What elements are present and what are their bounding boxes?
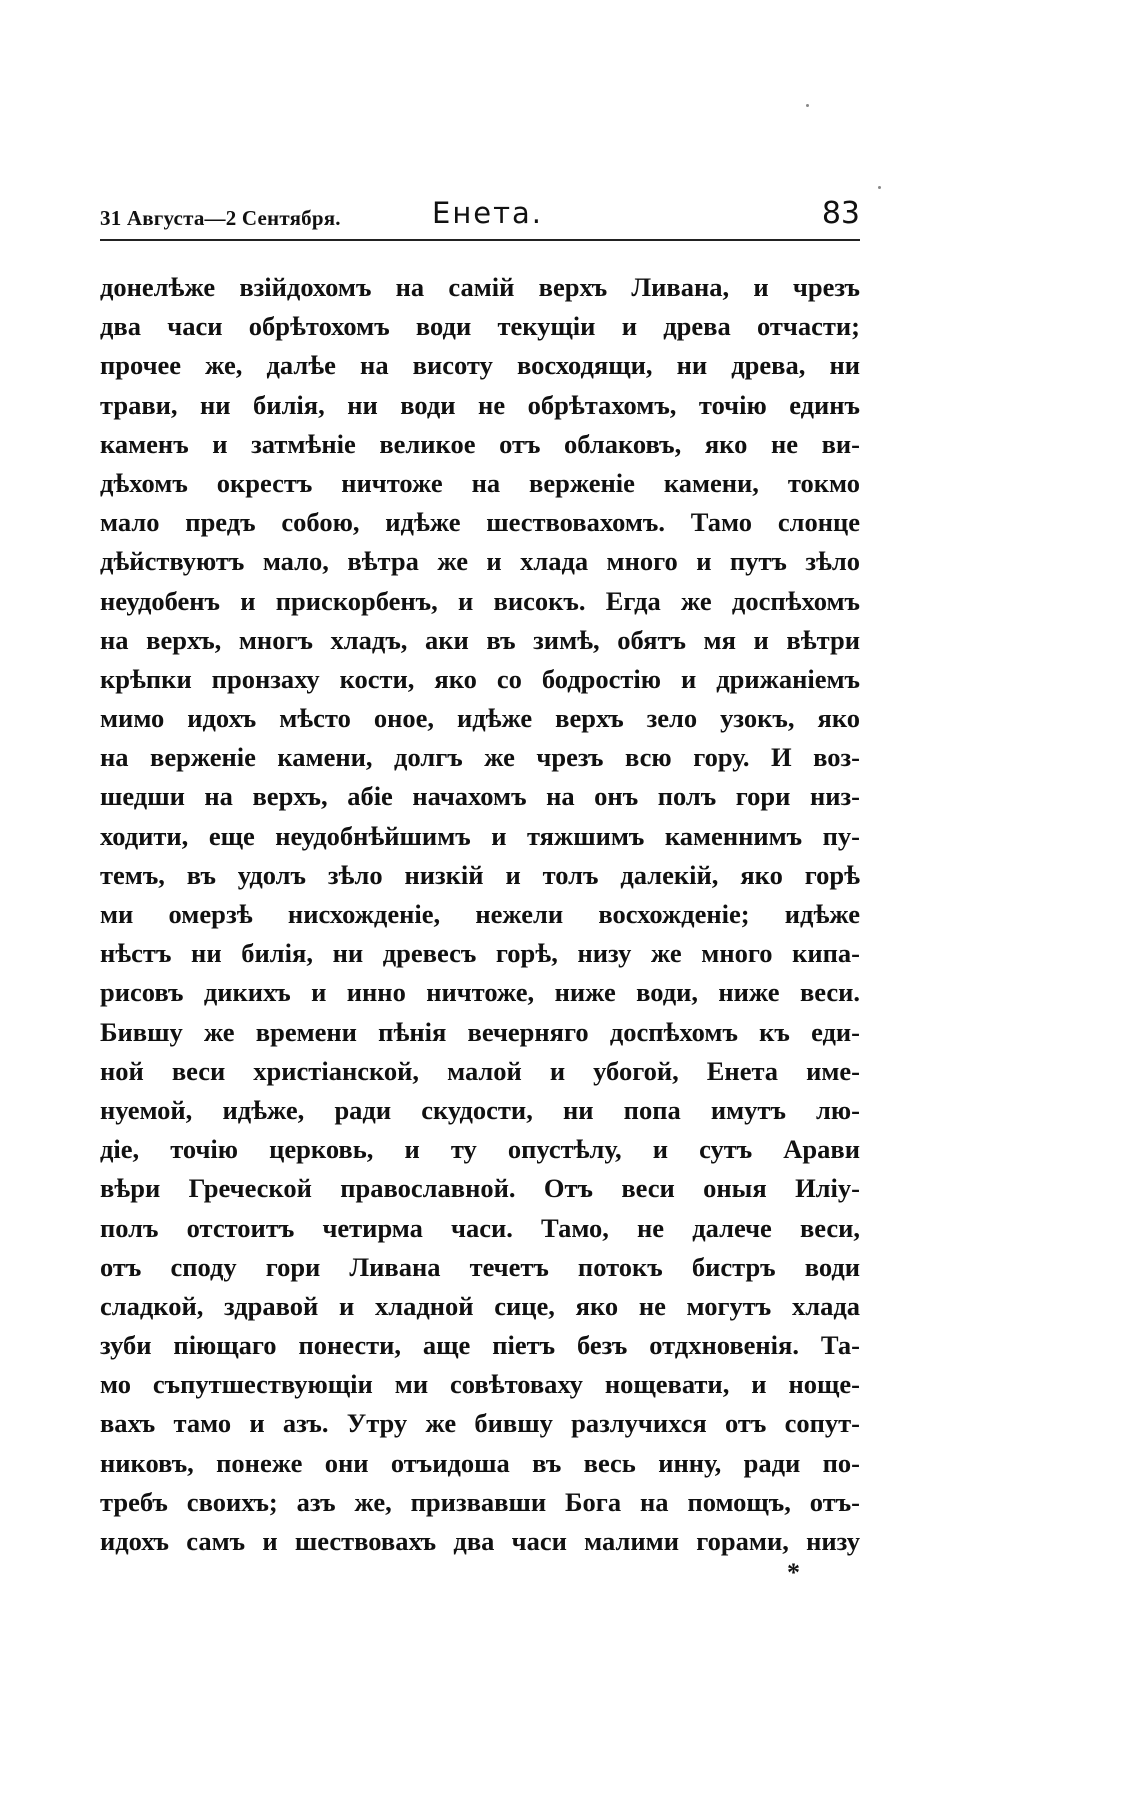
scan-speck	[806, 104, 809, 107]
text-line: мало предъ собою, идѣже шествовахомъ. Тамо слонце	[100, 507, 860, 538]
text-line: ми омерзѣ нисхожденіе, нежели восхожденіе; идѣже	[100, 899, 860, 929]
text-line: прочее же, далѣе на висоту восходящи, ни древа, ни	[100, 350, 860, 381]
header-rule	[100, 239, 860, 241]
text-line: нуемой, идѣже, ради скудости, ни попа имутъ лю-	[100, 1094, 860, 1125]
text-line: сладкой, здравой и хладной сице, яко не могутъ хлада	[100, 1290, 860, 1321]
text-line: ходити, еще неудобнѣйшимъ и тяжшимъ каменнимъ пу-	[100, 820, 860, 851]
running-head	[100, 196, 860, 236]
text-line: нѣстъ ни билія, ни древесъ горѣ, низу же много кипа-	[100, 938, 860, 969]
text-line: отъ споду гори Ливана течетъ потокъ бистръ води	[100, 1251, 860, 1282]
text-line: каменъ и затмѣніе великое отъ облаковъ, яко не ви-	[100, 428, 860, 459]
text-line: вахъ тамо и азъ. Утру же бившу разлучихся отъ сопут-	[100, 1408, 860, 1439]
signature-mark: *	[787, 1558, 800, 1587]
text-line: на верхъ, многъ хладъ, аки въ зимѣ, обятъ мя и вѣтри	[100, 624, 860, 655]
text-line: рисовъ дикихъ и инно ничтоже, ниже води, ниже веси.	[100, 977, 860, 1008]
text-line: донелѣже взійдохомъ на самій верхъ Ливана, и чрезъ	[100, 272, 860, 302]
body-text	[100, 268, 860, 1561]
text-line: требъ своихъ; азъ же, призвавши Бога на помощъ, отъ-	[100, 1486, 860, 1517]
text-line: вѣри Греческой православной. Отъ веси оныя Иліу-	[100, 1173, 860, 1204]
page-number: 83	[821, 196, 860, 231]
text-line: дѣйствуютъ мало, вѣтра же и хлада много и путъ зѣло	[100, 546, 860, 577]
scan-speck	[878, 186, 881, 189]
text-line: на верженіе камени, долгъ же чрезъ всю гору. И воз-	[100, 742, 860, 773]
text-line: зуби піющаго понести, аще піетъ безъ отдхновенія. Та-	[100, 1330, 860, 1361]
text-line: мимо идохъ мѣсто оное, идѣже верхъ зело узокъ, яко	[100, 703, 860, 734]
text-line: трави, ни билія, ни води не обрѣтахомъ, точію единъ	[100, 389, 860, 420]
text-line: дѣхомъ окрестъ ничтоже на верженіе камени, токмо	[100, 467, 860, 498]
text-line: неудобенъ и прискорбенъ, и високъ. Егда же доспѣхомъ	[100, 585, 860, 616]
text-line: шедши на верхъ, абіе начахомъ на онъ полъ гори низ-	[100, 781, 860, 812]
running-head-date-range: 31 Августа—2 Сентября.	[100, 206, 341, 230]
text-line: полъ отстоитъ четирма часи. Тамо, не далече веси,	[100, 1212, 860, 1243]
text-line: Бившу же времени пѣнія вечерняго доспѣхомъ къ еди-	[100, 1016, 860, 1047]
text-line: темъ, въ удолъ зѣло низкій и толъ далекій, яко горѣ	[100, 859, 860, 890]
text-line: два часи обрѣтохомъ води текущіи и древа отчасти;	[100, 311, 860, 342]
text-line: крѣпки пронзаху кости, яко со бодростію и дрижаніемъ	[100, 663, 860, 694]
text-line: ной веси христіанской, малой и убогой, Енета име-	[100, 1055, 860, 1086]
running-head-title: Енета.	[432, 196, 544, 230]
text-line: идохъ самъ и шествовахъ два часи малими горами, низу	[100, 1526, 860, 1556]
text-line: мо съпутшествующіи ми совѣтоваху нощевати, и нощe-	[100, 1369, 860, 1400]
text-line: никовъ, понеже они отъидоша въ весь инну, ради по-	[100, 1447, 860, 1478]
text-line: діе, точію церковь, и ту опустѣлу, и сутъ Арави	[100, 1134, 860, 1165]
